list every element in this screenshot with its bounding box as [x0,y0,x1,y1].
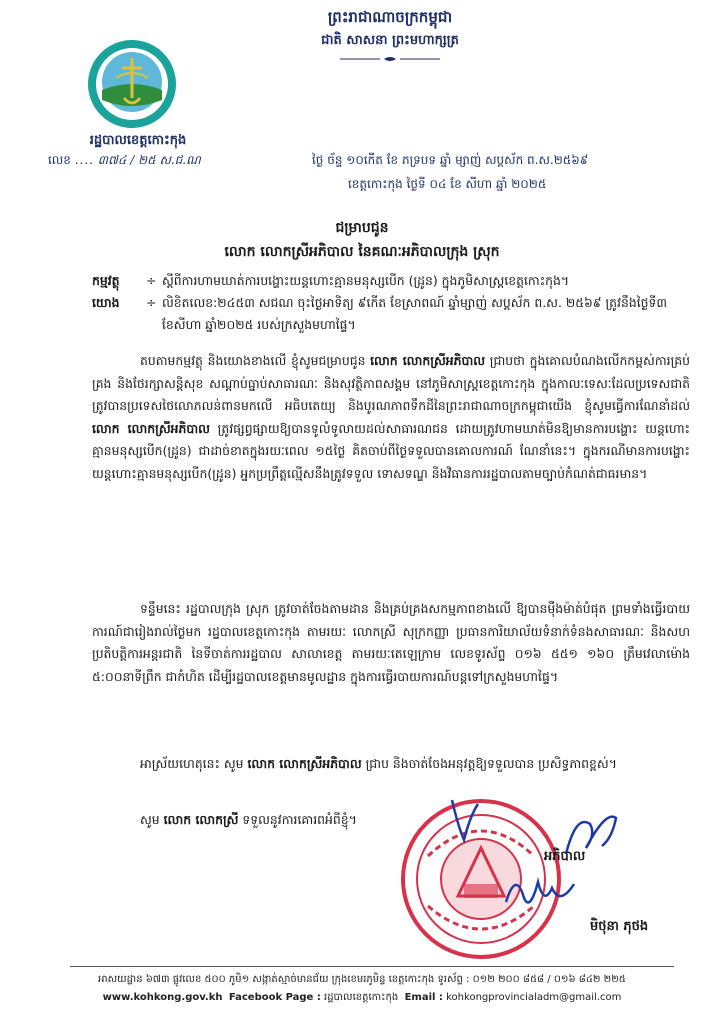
body-paragraph-1: តបតាមកម្មវត្ថុ និងយោងខាងលើ ខ្ញុំសូមជម្រាបជូន លោក លោកស្រីអភិបាល ជ្រាបថា ក្នុងគោលបំណងលើកកម្ពស់ការគ្រប់គ្រង និងថែរក្សាសន្តិសុខ សណ្តាប់ធ្នាប់សាធារណៈ និងសុវត្ថិភាពសង្គម នៅភូមិសាស្ត្រខេត្តកោះកុង ក្នុងកាលៈទេសៈដែលប្រទេសជាតិត្រូវបានប្រទេសថៃលោភលន់ពានមកលើ អធិបតេយ្យ និងបូរណភាពទឹកដីនៃព្រះរាជាណាចក្រកម្ពុជាយើង ខ្ញុំសូមធ្វើការណែនាំដល់ លោក លោកស្រីអភិបាល ត្រូវផ្សព្វផ្សាយឱ្យបានទូលំទូលាយដល់សាធារណជន ដោយត្រូវហាមឃាត់មិនឱ្យមានការបង្ហោះ យន្តហោះគ្មានមនុស្សបើក(ដ្រូន) ជាដាច់ខាតក្នុងរយៈពេល ១៥ថ្ងៃ គិតចាប់ពីថ្ងៃទទួលបានគោលការណ៍ ណែនាំនេះ។ ក្នុងករណីមានការបង្ហោះយន្តហោះគ្មានមនុស្សបើក(ដ្រូន) អ្នកប្រព្រឹត្តល្មើសនឹងត្រូវទទួល ទោសទណ្ឌ និងវិធានការរដ្ឋបាលតាមច្បាប់កំណត់ជាធរមាន។ [92,353,691,481]
solar-date: ខេត្តកោះកុង ថ្ងៃទី ០៤ ខែ សីហា ឆ្នាំ ២០២៥ [348,177,547,191]
body-paragraph-3: អាស្រ័យហេតុនេះ សូម លោក លោកស្រីអភិបាល ជ្រាប និងចាត់ចែងអនុវត្តឱ្យទទួលបាន ប្រសិទ្ធភាពខ្ពស់។ [140,756,617,771]
subject-separator: ÷ [146,273,157,288]
closing-line: សូម លោក លោកស្រី ទទួលនូវការគោរពអំពីខ្ញុំ។ [140,812,357,827]
subject-label: កម្មវត្ថុ [92,273,120,288]
reference-value: ៣៧៤ / ២៥ ស.ជ.ណ [97,153,201,167]
organization-name: រដ្ឋបាលខេត្តកោះកុង [89,133,187,148]
kingdom-heading: ព្រះរាជាណាចក្រកម្ពុជា [327,8,453,26]
footer-facebook-value[interactable]: រដ្ឋបាលខេត្តកោះកុង [324,992,399,1003]
footer-divider [70,966,674,967]
national-motto: ជាតិ សាសនា ព្រះមហាក្សត្រ [321,33,459,48]
recipient-title: លោក លោកស្រីអភិបាល នៃគណៈអភិបាលក្រុង ស្រុក [224,244,500,260]
reference-row-label: យោង [92,295,120,310]
reference-number: លេខ .... ៣៧៤ / ២៥ ស.ជ.ណ [48,153,201,167]
signatory-title: អភិបាល [544,849,586,864]
footer-facebook-label: Facebook Page : [228,992,321,1003]
footer-email-label: Email : [404,992,443,1003]
signatory-name: មិថុនា ភុថង [590,919,649,934]
initial-mark [444,796,484,846]
reference-text: លិខិតលេខ:២៤៥៣ សជណ ចុះថ្ងៃអាទិត្យ ៩កើត ខែស្រាពណ៍ ឆ្នាំម្សាញ់ សប្តស័ក ព.ស. ២៥៦៩ ត្រូវនឹងថ្ងៃទី៣ ខែសីហា ឆ្នាំ២០២៥ របស់ក្រសួងមហាផ្ទៃ។ [162,295,667,332]
footer-address: អាសយដ្ឋាន ៦៧៣ ផ្លូវលេខ ៥០០ ភូមិ១ សង្កាត់ស្មាច់មានជ័យ ក្រុងខេមរភូមិន្ទ ខេត្តកោះកុង ទូរស័ព្ទ : ០១២ ២០០ ៨៥៨ / ០១៦ ៨៤២ ២២៥ [98,974,626,985]
signature-stroke-lower [500,862,580,922]
reference-label: លេខ [48,153,71,167]
footer-email-value[interactable]: kohkongprovincialadm@gmail.com [446,992,622,1003]
subject-text: ស្តីពីការហាមឃាត់ការបង្ហោះយន្តហោះគ្មានមនុស្សបើក (ដ្រូន) ក្នុងភូមិសាស្ត្រខេត្តកោះកុង។ [162,273,570,288]
salutation-title: ជម្រាបជូន [335,220,389,236]
footer-website[interactable]: www.kohkong.gov.kh [102,992,223,1003]
body-paragraph-2: ទន្ទឹមនេះ រដ្ឋបាលក្រុង ស្រុក ត្រូវចាត់ចែងតាមដាន និងគ្រប់គ្រងសកម្មភាពខាងលើ ឱ្យបានម៉ឺងម៉ាត់បំផុត ព្រមទាំងធ្វើរបាយការណ៍ជារៀងរាល់ថ្ងៃមក រដ្ឋបាលខេត្តកោះកុង តាមរយៈ លោកស្រី សុក្រកញ្ញា ប្រធានការិយាល័យទំនាក់ទំនងសាធារណៈ និងសហប្រតិបត្តិការអន្តរជាតិ នៃទីចាត់ការរដ្ឋបាល សាលាខេត្ត តាមរយៈតេឡេក្រាម លេខទូរស័ព្ទ ០១៦ ៥៥១ ១៦០ ត្រឹមវេលាម៉ោង ៥:០០នាទីព្រឹក ជាកំហិត ដើម្បីរដ្ឋបាលខេត្តមានមូលដ្ឋាន ក្នុងការធ្វើរបាយការណ៍បន្តទៅក្រសួងមហាផ្ទៃ។ [92,601,690,684]
reference-separator: ÷ [146,295,157,310]
motto-divider-ornament [340,55,440,63]
lunar-date: ថ្ងៃ ច័ន្ទ ១០កើត ខែ ភទ្របទ ឆ្នាំ ម្សាញ់ សប្តស័ក ព.ស.២៥៦៩ [312,153,589,167]
footer-contacts [0,990,724,1005]
provincial-logo [86,38,178,130]
